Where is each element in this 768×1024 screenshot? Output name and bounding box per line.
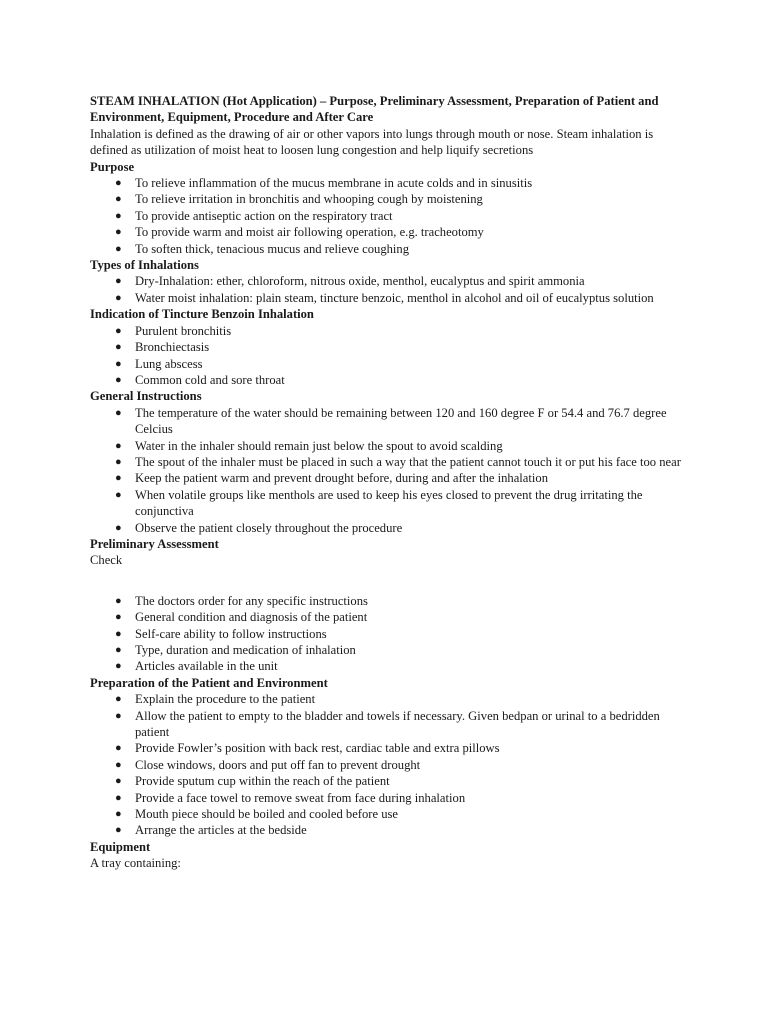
bullet-icon: ● xyxy=(115,455,122,468)
bullet-icon: ● xyxy=(115,660,122,673)
indication-list xyxy=(90,323,690,389)
equipment-heading: Equipment xyxy=(90,839,151,854)
bullet-icon: ● xyxy=(115,472,122,485)
bullet-icon: ● xyxy=(115,406,122,419)
bullet-icon: ● xyxy=(115,226,122,239)
preparation-heading: Preparation of the Patient and Environment xyxy=(90,675,328,690)
bullet-icon: ● xyxy=(115,611,122,624)
bullet-icon: ● xyxy=(115,488,122,501)
list-item: ● Purulent bronchitis xyxy=(115,323,232,338)
bullet-icon: ● xyxy=(115,808,122,821)
list-item: ● To relieve irritation in bronchitis and whooping cough by moistening xyxy=(115,192,483,207)
bullet-icon: ● xyxy=(115,373,122,386)
list-item: ● Bronchiectasis xyxy=(115,340,210,355)
purpose-heading: Purpose xyxy=(90,159,135,174)
bullet-icon: ● xyxy=(115,775,122,788)
bullet-icon: ● xyxy=(115,177,122,190)
list-item: ● Water in the inhaler should remain just below the spout to avoid scalding xyxy=(115,438,503,453)
types-list xyxy=(90,273,690,306)
list-item: ● Dry-Inhalation: ether, chloroform, nitrous oxide, menthol, eucalyptus and spirit ammonia xyxy=(115,274,585,289)
list-item: ● Allow the patient to empty to the bladder and towels if necessary. Given bedpan or urinal to a bedridden patient xyxy=(115,708,660,740)
bullet-icon: ● xyxy=(115,594,122,607)
bullet-icon: ● xyxy=(115,824,122,837)
assessment-list xyxy=(90,593,690,675)
general-heading: General Instructions xyxy=(90,389,202,404)
bullet-icon: ● xyxy=(115,341,122,354)
intro-paragraph: Inhalation is defined as the drawing of air or other vapors into lungs through mouth or nose. Steam inhalation is defined as utilization of moist heat to loosen lung congestion and help liquify secretions xyxy=(90,126,654,158)
bullet-icon: ● xyxy=(115,693,122,706)
bullet-icon: ● xyxy=(115,791,122,804)
spacer xyxy=(90,569,690,593)
preparation-list xyxy=(90,691,690,839)
bullet-icon: ● xyxy=(115,709,122,722)
list-item: ● General condition and diagnosis of the patient xyxy=(115,610,368,625)
bullet-icon: ● xyxy=(115,242,122,255)
bullet-icon: ● xyxy=(115,193,122,206)
bullet-icon: ● xyxy=(115,644,122,656)
list-item: ● Arrange the articles at the bedside xyxy=(115,823,307,838)
list-item: ● Observe the patient closely throughout the procedure xyxy=(115,520,403,535)
list-item: ● The temperature of the water should be remaining between 120 and 160 degree F or 54.4 and 76.7 degree Celcius xyxy=(115,405,667,437)
bullet-icon: ● xyxy=(115,275,122,288)
indication-heading: Indication of Tincture Benzoin Inhalation xyxy=(90,307,314,322)
bullet-icon: ● xyxy=(115,357,122,370)
list-item: ● Water moist inhalation: plain steam, tincture benzoic, menthol in alcohol and oil of eucalyptus solution xyxy=(115,290,654,305)
list-item: ● Explain the procedure to the patient xyxy=(115,692,316,707)
bullet-icon: ● xyxy=(115,627,122,640)
bullet-icon: ● xyxy=(115,439,122,452)
list-item: ● To provide warm and moist air following operation, e.g. tracheotomy xyxy=(115,225,484,240)
list-item: ● Keep the patient warm and prevent drought before, during and after the inhalation xyxy=(115,471,548,486)
list-item: ● To soften thick, tenacious mucus and relieve coughing xyxy=(115,241,410,256)
list-item: ● Provide sputum cup within the reach of the patient xyxy=(115,774,390,789)
list-item: ● To relieve inflammation of the mucus membrane in acute colds and in sinusitis xyxy=(115,176,533,191)
list-item: ● Type, duration and medication of inhalation xyxy=(115,643,356,657)
list-item: ● Close windows, doors and put off fan to prevent drought xyxy=(115,757,421,772)
document-content xyxy=(90,93,690,872)
list-item: ● Articles available in the unit xyxy=(115,659,278,674)
types-heading: Types of Inhalations xyxy=(90,258,199,273)
list-item: ● Self-care ability to follow instructions xyxy=(115,626,327,641)
purpose-list xyxy=(90,175,690,257)
assessment-lead: Check xyxy=(90,553,123,568)
list-item: ● The doctors order for any specific instructions xyxy=(115,593,368,608)
bullet-icon: ● xyxy=(115,521,122,534)
general-list xyxy=(90,405,690,536)
bullet-icon: ● xyxy=(115,324,122,337)
bullet-icon: ● xyxy=(115,742,122,755)
bullet-icon: ● xyxy=(115,291,122,304)
list-item: ● To provide antiseptic action on the respiratory tract xyxy=(115,208,393,223)
list-item: ● When volatile groups like menthols are used to keep his eyes closed to prevent the drug irritating the conjunctiva xyxy=(115,487,643,519)
list-item: ● Lung abscess xyxy=(115,356,203,371)
list-item: ● The spout of the inhaler must be placed in such a way that the patient cannot touch it or put his face too near xyxy=(115,454,681,469)
assessment-heading: Preliminary Assessment xyxy=(90,536,219,551)
list-item: ● Provide a face towel to remove sweat from face during inhalation xyxy=(115,790,466,805)
document-title: STEAM INHALATION (Hot Application) – Purpose, Preliminary Assessment, Preparation of Patient and Environment, Equipment, Procedure and After Care xyxy=(90,94,659,125)
bullet-icon: ● xyxy=(115,758,122,771)
bullet-icon: ● xyxy=(115,209,122,222)
list-item: ● Mouth piece should be boiled and cooled before use xyxy=(115,807,398,822)
equipment-lead: A tray containing: xyxy=(90,856,181,871)
list-item: ● Provide Fowler’s position with back rest, cardiac table and extra pillows xyxy=(115,741,500,756)
list-item: ● Common cold and sore throat xyxy=(115,372,285,387)
